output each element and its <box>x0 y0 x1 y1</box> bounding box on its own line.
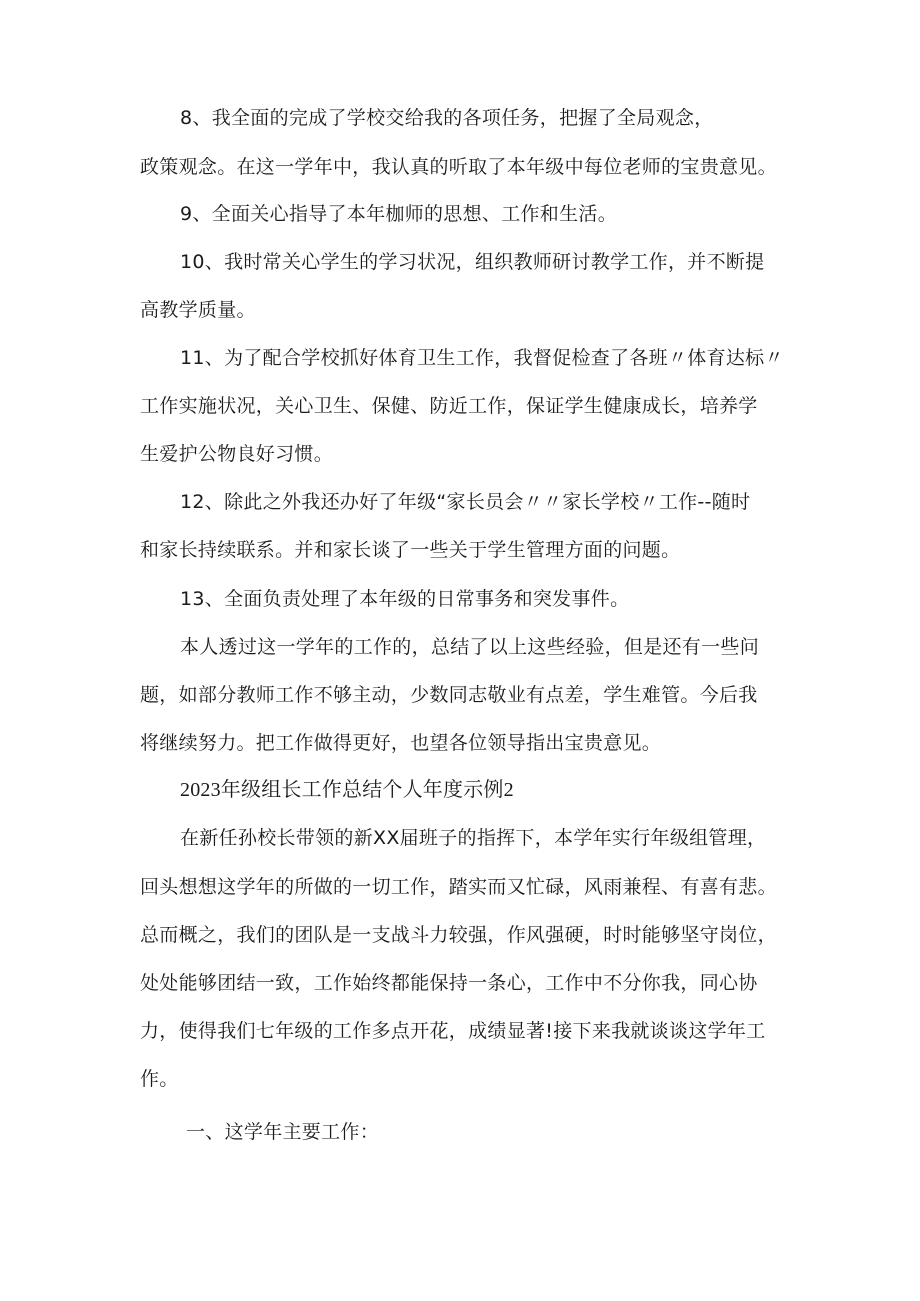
summary-paragraph-line-2: 题，如部分教师工作不够主动，少数同志敬业有点差，学生难管。今后我 <box>140 684 758 706</box>
subsection-heading: 一、这学年主要工作： <box>186 1121 380 1143</box>
summary-paragraph-line-3: 将继续努力。把工作做得更好，也望各位领导指出宝贵意见。 <box>140 732 662 754</box>
intro-paragraph-line-6: 作。 <box>140 1068 179 1090</box>
paragraph-11-line-1: 11、为了配合学校抓好体育卫生工作，我督促检查了各班〃体育达标〃 <box>180 347 784 369</box>
paragraph-11-line-3: 生爱护公物良好习惯。 <box>140 443 334 465</box>
paragraph-11-line-2: 工作实施状况，关心卫生、保健、防近工作，保证学生健康成长，培养学 <box>140 395 758 417</box>
paragraph-8-line-1: 8、我全面的完成了学校交给我的各项任务，把握了全局观念， <box>180 107 714 129</box>
paragraph-10-line-2: 高教学质量。 <box>140 299 256 321</box>
intro-paragraph-line-2: 回头想想这学年的所做的一切工作，踏实而又忙碌，风雨兼程、有喜有悲。 <box>140 876 777 898</box>
paragraph-8-line-2: 政策观念。在这一学年中，我认真的听取了本年级中每位老师的宝贵意见。 <box>140 156 777 178</box>
intro-paragraph-line-1: 在新任孙校长带领的新XX届班子的指挥下，本学年实行年级组管理， <box>180 827 767 849</box>
intro-paragraph-line-4: 处处能够团结一致，工作始终都能保持一条心，工作中不分你我，同心协 <box>140 972 758 994</box>
paragraph-12-line-2: 和家长持续联系。并和家长谈了一些关于学生管理方面的问题。 <box>140 539 681 561</box>
paragraph-13-line-1: 13、全面负责处理了本年级的日常事务和突发事件。 <box>180 588 630 610</box>
paragraph-10-line-1: 10、我时常关心学生的学习状况，组织教师研讨教学工作，并不断提 <box>180 251 765 273</box>
intro-paragraph-line-3: 总而概之，我们的团队是一支战斗力较强，作风强硬，时时能够坚守岗位， <box>140 924 777 946</box>
section-heading: 2023年级组长工作总结个人年度示例2 <box>180 779 514 801</box>
paragraph-9-line-1: 9、全面关心指导了本年枷师的思想、工作和生活。 <box>180 203 617 225</box>
paragraph-12-line-1: 12、除此之外我还办好了年级“家长员会〃〃家长学校〃工作--随时 <box>180 491 751 513</box>
summary-paragraph-line-1: 本人透过这一学年的工作的，总结了以上这些经验，但是还有一些问 <box>180 636 760 658</box>
intro-paragraph-line-5: 力，使得我们七年级的工作多点开花，成绩显著!接下来我就谈谈这学年工 <box>140 1020 766 1042</box>
